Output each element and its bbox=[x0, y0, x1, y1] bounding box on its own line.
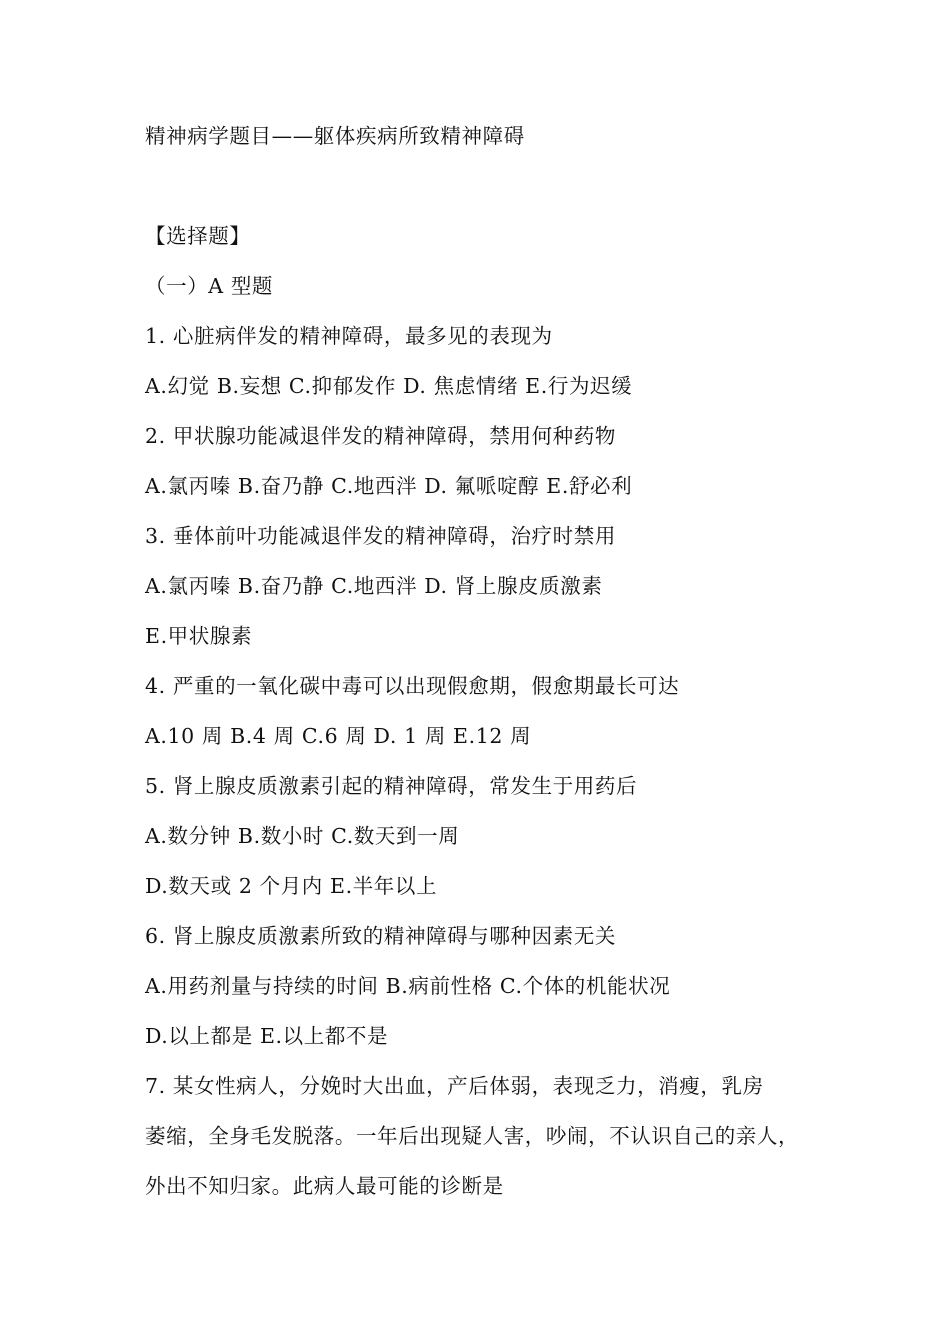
question-5-options-continued: D.数天或 2 个月内 E.半年以上 bbox=[145, 874, 438, 898]
question-5-stem: 5. 肾上腺皮质激素引起的精神障碍，常发生于用药后 bbox=[145, 774, 638, 798]
question-1-options: A.幻觉 B.妄想 C.抑郁发作 D. 焦虑情绪 E.行为迟缓 bbox=[145, 374, 633, 398]
question-6-options: A.用药剂量与持续的时间 B.病前性格 C.个体的机能状况 bbox=[145, 974, 671, 998]
document-title: 精神病学题目——躯体疾病所致精神障碍 bbox=[145, 124, 525, 148]
subsection-heading: （一）A 型题 bbox=[145, 274, 274, 298]
question-4-stem: 4. 严重的一氧化碳中毒可以出现假愈期，假愈期最长可达 bbox=[145, 674, 680, 698]
question-2-options: A.氯丙嗪 B.奋乃静 C.地西泮 D. 氟哌啶醇 E.舒必利 bbox=[145, 474, 633, 498]
question-7-stem-line-2: 萎缩，全身毛发脱落。一年后出现疑人害，吵闹，不认识自己的亲人， bbox=[145, 1124, 800, 1148]
question-7-stem-line-1: 7. 某女性病人，分娩时大出血，产后体弱，表现乏力，消瘦，乳房 bbox=[145, 1074, 764, 1098]
section-heading: 【选择题】 bbox=[145, 224, 251, 248]
question-6-stem: 6. 肾上腺皮质激素所致的精神障碍与哪种因素无关 bbox=[145, 924, 616, 948]
question-3-options: A.氯丙嗪 B.奋乃静 C.地西泮 D. 肾上腺皮质激素 bbox=[145, 574, 603, 598]
question-2-stem: 2. 甲状腺功能减退伴发的精神障碍，禁用何种药物 bbox=[145, 424, 616, 448]
question-3-options-continued: E.甲状腺素 bbox=[145, 624, 253, 648]
question-5-options: A.数分钟 B.数小时 C.数天到一周 bbox=[145, 824, 460, 848]
question-6-options-continued: D.以上都是 E.以上都不是 bbox=[145, 1024, 389, 1048]
question-4-options: A.10 周 B.4 周 C.6 周 D. 1 周 E.12 周 bbox=[145, 724, 532, 748]
question-3-stem: 3. 垂体前叶功能减退伴发的精神障碍，治疗时禁用 bbox=[145, 524, 616, 548]
question-7-stem-line-3: 外出不知归家。此病人最可能的诊断是 bbox=[145, 1174, 504, 1198]
question-1-stem: 1. 心脏病伴发的精神障碍，最多见的表现为 bbox=[145, 324, 553, 348]
